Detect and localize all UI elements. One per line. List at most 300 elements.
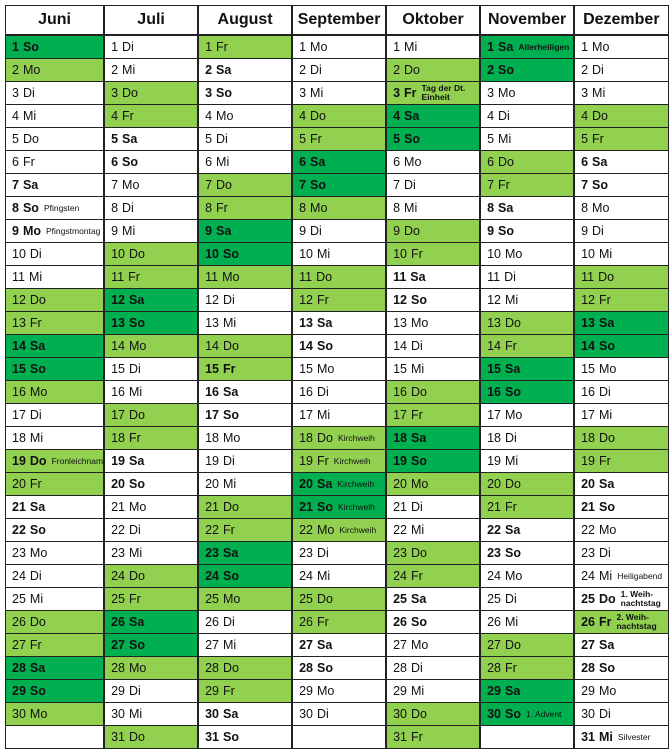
day-number: 11 bbox=[111, 270, 125, 284]
weekday: Sa bbox=[504, 684, 521, 698]
day-number: 24 bbox=[205, 569, 219, 583]
day-cell bbox=[292, 634, 386, 657]
weekday: Mo bbox=[410, 477, 429, 491]
day-number: 19 bbox=[12, 454, 26, 468]
day-cell bbox=[6, 473, 105, 496]
weekday: Mi bbox=[122, 224, 136, 238]
day-number: 30 bbox=[205, 707, 219, 721]
day-cell bbox=[574, 657, 668, 680]
weekday: Mo bbox=[410, 316, 429, 330]
month-header-6: Dezember bbox=[574, 6, 668, 36]
weekday: Do bbox=[128, 569, 145, 583]
day-cell bbox=[292, 404, 386, 427]
day-number: 23 bbox=[205, 546, 219, 560]
day-number: 8 bbox=[205, 201, 213, 215]
day-cell bbox=[198, 197, 292, 220]
day-cell bbox=[104, 220, 198, 243]
weekday: Mi bbox=[29, 431, 44, 445]
weekday: Di bbox=[316, 385, 329, 399]
weekday: Sa bbox=[222, 546, 239, 560]
weekday: Do bbox=[316, 270, 333, 284]
weekday: Mi bbox=[498, 132, 512, 146]
day-cell bbox=[386, 680, 480, 703]
calendar-row bbox=[6, 427, 669, 450]
day-cell bbox=[480, 174, 574, 197]
calendar-row bbox=[6, 519, 669, 542]
day-number: 9 bbox=[393, 224, 401, 238]
weekday: Mi bbox=[316, 408, 331, 422]
weekday: So bbox=[498, 224, 515, 238]
day-cell bbox=[104, 588, 198, 611]
day-number: 30 bbox=[487, 707, 501, 721]
day-number: 20 bbox=[205, 477, 219, 491]
day-cell bbox=[574, 151, 668, 174]
day-number: 3 bbox=[111, 86, 119, 100]
weekday: Mi bbox=[598, 730, 613, 744]
weekday: Sa bbox=[128, 293, 145, 307]
weekday: Do bbox=[29, 454, 47, 468]
weekday: Mo bbox=[504, 408, 523, 422]
weekday: Fr bbox=[29, 477, 42, 491]
day-number: 28 bbox=[393, 661, 407, 675]
day-cell bbox=[6, 634, 105, 657]
calendar-row bbox=[6, 381, 669, 404]
day-number: 16 bbox=[205, 385, 219, 399]
day-cell bbox=[6, 82, 105, 105]
day-number: 24 bbox=[111, 569, 125, 583]
weekday: Sa bbox=[316, 638, 333, 652]
day-cell bbox=[104, 59, 198, 82]
day-cell bbox=[574, 266, 668, 289]
holiday-note: Silvester bbox=[617, 731, 651, 742]
weekday: Mi bbox=[504, 615, 519, 629]
weekday: Sa bbox=[128, 615, 145, 629]
weekday: Mo bbox=[216, 109, 234, 123]
day-number: 28 bbox=[299, 661, 313, 675]
weekday: Sa bbox=[29, 661, 46, 675]
day-number: 4 bbox=[12, 109, 19, 123]
day-number: 19 bbox=[205, 454, 219, 468]
day-cell bbox=[104, 335, 198, 358]
weekday: Di bbox=[122, 201, 134, 215]
weekday: Di bbox=[128, 684, 141, 698]
day-number: 19 bbox=[487, 454, 501, 468]
day-cell bbox=[198, 450, 292, 473]
day-number: 2 bbox=[393, 63, 401, 77]
day-number: 13 bbox=[581, 316, 595, 330]
day-cell bbox=[198, 266, 292, 289]
day-number: 30 bbox=[12, 707, 26, 721]
day-number: 30 bbox=[299, 707, 313, 721]
day-number: 19 bbox=[111, 454, 125, 468]
weekday: Mi bbox=[122, 63, 136, 77]
day-cell bbox=[386, 496, 480, 519]
day-cell bbox=[574, 358, 668, 381]
weekday: Di bbox=[29, 408, 42, 422]
day-number: 26 bbox=[393, 615, 407, 629]
day-number: 12 bbox=[487, 293, 501, 307]
calendar-body bbox=[6, 35, 669, 749]
weekday: Di bbox=[410, 661, 423, 675]
weekday: So bbox=[410, 615, 427, 629]
day-cell bbox=[292, 220, 386, 243]
day-number: 22 bbox=[205, 523, 219, 537]
weekday: Do bbox=[498, 155, 515, 169]
day-number: 22 bbox=[487, 523, 501, 537]
day-number: 4 bbox=[393, 109, 401, 123]
weekday: Di bbox=[29, 569, 42, 583]
day-cell bbox=[480, 266, 574, 289]
day-number: 6 bbox=[393, 155, 401, 169]
day-cell bbox=[480, 35, 574, 59]
weekday: Mi bbox=[404, 40, 418, 54]
day-number: 6 bbox=[581, 155, 589, 169]
day-number: 22 bbox=[393, 523, 407, 537]
weekday: Do bbox=[592, 109, 609, 123]
weekday: Mi bbox=[222, 638, 237, 652]
weekday: So bbox=[29, 523, 46, 537]
weekday: Mo bbox=[29, 385, 48, 399]
day-number: 29 bbox=[111, 684, 125, 698]
day-number: 11 bbox=[205, 270, 219, 284]
weekday: Fr bbox=[410, 730, 423, 744]
weekday: Sa bbox=[498, 201, 514, 215]
day-cell bbox=[104, 496, 198, 519]
day-cell bbox=[292, 151, 386, 174]
day-number: 12 bbox=[299, 293, 313, 307]
holiday-note: Tag der Dt. Einheit bbox=[421, 83, 466, 102]
day-cell bbox=[198, 519, 292, 542]
day-number: 27 bbox=[393, 638, 407, 652]
day-number: 17 bbox=[111, 408, 125, 422]
weekday: Do bbox=[128, 730, 145, 744]
weekday: Mi bbox=[404, 201, 418, 215]
weekday: Mo bbox=[592, 40, 610, 54]
day-number: 23 bbox=[487, 546, 501, 560]
day-number: 21 bbox=[393, 500, 407, 514]
day-cell bbox=[386, 174, 480, 197]
day-cell bbox=[386, 128, 480, 151]
day-cell bbox=[386, 657, 480, 680]
weekday: Mo bbox=[122, 178, 140, 192]
day-cell bbox=[480, 381, 574, 404]
weekday: Fr bbox=[316, 615, 329, 629]
weekday: Do bbox=[598, 592, 616, 606]
day-number: 18 bbox=[487, 431, 501, 445]
day-cell bbox=[292, 611, 386, 634]
day-number: 12 bbox=[12, 293, 26, 307]
weekday: Mo bbox=[128, 339, 147, 353]
calendar-row bbox=[6, 289, 669, 312]
day-cell bbox=[104, 82, 198, 105]
weekday: Mo bbox=[598, 362, 617, 376]
weekday: Fr bbox=[122, 109, 134, 123]
day-number: 24 bbox=[299, 569, 313, 583]
weekday: Mo bbox=[222, 270, 240, 284]
weekday: Fr bbox=[222, 523, 235, 537]
weekday: Fr bbox=[410, 247, 423, 261]
day-cell bbox=[198, 128, 292, 151]
weekday: Sa bbox=[504, 523, 521, 537]
day-number: 27 bbox=[487, 638, 501, 652]
day-number: 6 bbox=[12, 155, 19, 169]
holiday-note: Heiligabend bbox=[617, 570, 663, 581]
day-number: 25 bbox=[12, 592, 26, 606]
day-number: 31 bbox=[581, 730, 595, 744]
weekday: So bbox=[122, 155, 139, 169]
weekday: Mo bbox=[316, 362, 335, 376]
day-number: 10 bbox=[299, 247, 313, 261]
day-number: 25 bbox=[487, 592, 501, 606]
weekday: Fr bbox=[404, 86, 417, 100]
calendar-row bbox=[6, 151, 669, 174]
day-number: 11 bbox=[487, 270, 501, 284]
weekday: So bbox=[498, 63, 515, 77]
calendar-row bbox=[6, 220, 669, 243]
weekday: Di bbox=[222, 293, 235, 307]
weekday: Fr bbox=[316, 454, 329, 468]
day-number: 13 bbox=[393, 316, 407, 330]
day-number: 16 bbox=[393, 385, 407, 399]
weekday: Do bbox=[29, 293, 46, 307]
holiday-note: Kirchweih bbox=[337, 478, 375, 489]
calendar-row bbox=[6, 496, 669, 519]
day-cell bbox=[386, 726, 480, 749]
day-cell bbox=[6, 197, 105, 220]
day-number: 13 bbox=[205, 316, 219, 330]
weekday: Mo bbox=[22, 63, 41, 77]
day-cell bbox=[574, 519, 668, 542]
day-cell bbox=[574, 450, 668, 473]
day-cell bbox=[6, 381, 105, 404]
day-number: 27 bbox=[205, 638, 219, 652]
day-number: 26 bbox=[205, 615, 219, 629]
day-cell bbox=[198, 542, 292, 565]
day-number: 1 bbox=[205, 40, 213, 54]
day-cell bbox=[574, 381, 668, 404]
day-cell bbox=[6, 565, 105, 588]
day-number: 9 bbox=[111, 224, 119, 238]
weekday: Fr bbox=[316, 293, 329, 307]
weekday: Di bbox=[316, 546, 329, 560]
day-number: 22 bbox=[299, 523, 313, 537]
day-number: 2 bbox=[487, 63, 495, 77]
weekday: Mi bbox=[598, 247, 613, 261]
day-cell bbox=[6, 404, 105, 427]
day-cell bbox=[292, 381, 386, 404]
weekday: Do bbox=[22, 132, 39, 146]
day-cell bbox=[198, 404, 292, 427]
day-cell bbox=[198, 174, 292, 197]
day-number: 26 bbox=[111, 615, 125, 629]
weekday: Mi bbox=[29, 592, 44, 606]
weekday: Fr bbox=[504, 339, 517, 353]
day-number: 21 bbox=[487, 500, 501, 514]
day-cell bbox=[198, 657, 292, 680]
weekday: Fr bbox=[504, 661, 517, 675]
day-cell bbox=[6, 519, 105, 542]
calendar-row bbox=[6, 243, 669, 266]
day-number: 26 bbox=[581, 615, 595, 629]
day-number: 16 bbox=[12, 385, 26, 399]
day-number: 23 bbox=[12, 546, 26, 560]
weekday: Do bbox=[128, 247, 145, 261]
day-number: 14 bbox=[111, 339, 125, 353]
day-cell bbox=[386, 289, 480, 312]
day-cell bbox=[386, 519, 480, 542]
day-number: 28 bbox=[487, 661, 501, 675]
weekday: So bbox=[128, 316, 145, 330]
calendar-row bbox=[6, 680, 669, 703]
empty-cell bbox=[480, 726, 574, 749]
holiday-note: Kirchweih bbox=[339, 524, 377, 535]
weekday: Mo bbox=[310, 201, 328, 215]
weekday: So bbox=[316, 500, 333, 514]
day-number: 2 bbox=[12, 63, 19, 77]
weekday: Do bbox=[598, 270, 615, 284]
day-cell bbox=[386, 565, 480, 588]
day-cell bbox=[6, 105, 105, 128]
day-cell bbox=[386, 197, 480, 220]
calendar-row bbox=[6, 128, 669, 151]
day-cell bbox=[386, 450, 480, 473]
day-number: 29 bbox=[12, 684, 26, 698]
day-cell bbox=[198, 35, 292, 59]
weekday: So bbox=[504, 707, 521, 721]
calendar-row bbox=[6, 174, 669, 197]
day-cell bbox=[104, 473, 198, 496]
day-cell bbox=[104, 105, 198, 128]
day-cell bbox=[198, 312, 292, 335]
day-cell bbox=[6, 220, 105, 243]
calendar-row bbox=[6, 82, 669, 105]
weekday: So bbox=[410, 293, 427, 307]
weekday: Do bbox=[410, 385, 427, 399]
weekday: Di bbox=[598, 707, 611, 721]
day-cell bbox=[292, 450, 386, 473]
calendar-row bbox=[6, 105, 669, 128]
day-cell bbox=[198, 151, 292, 174]
day-number: 1 bbox=[487, 40, 495, 54]
day-cell bbox=[574, 542, 668, 565]
weekday: Mo bbox=[29, 707, 48, 721]
calendar-row bbox=[6, 657, 669, 680]
day-cell bbox=[104, 703, 198, 726]
day-cell bbox=[198, 243, 292, 266]
day-cell bbox=[104, 680, 198, 703]
day-number: 8 bbox=[12, 201, 19, 215]
day-cell bbox=[6, 289, 105, 312]
day-number: 8 bbox=[299, 201, 307, 215]
day-number: 13 bbox=[111, 316, 125, 330]
day-cell bbox=[386, 404, 480, 427]
day-cell bbox=[6, 335, 105, 358]
weekday: Di bbox=[222, 615, 235, 629]
day-number: 4 bbox=[111, 109, 119, 123]
day-cell bbox=[292, 59, 386, 82]
day-cell bbox=[104, 381, 198, 404]
day-number: 9 bbox=[487, 224, 495, 238]
weekday: Di bbox=[498, 109, 510, 123]
weekday: Di bbox=[504, 592, 517, 606]
weekday: Sa bbox=[316, 316, 333, 330]
day-cell bbox=[480, 197, 574, 220]
weekday: So bbox=[598, 339, 615, 353]
weekday: Mo bbox=[222, 592, 241, 606]
weekday: Sa bbox=[598, 477, 615, 491]
day-number: 18 bbox=[581, 431, 595, 445]
day-number: 27 bbox=[299, 638, 313, 652]
weekday: Mi bbox=[128, 707, 143, 721]
day-number: 22 bbox=[111, 523, 125, 537]
weekday: Do bbox=[410, 546, 427, 560]
day-cell bbox=[6, 427, 105, 450]
day-number: 15 bbox=[581, 362, 595, 376]
day-cell bbox=[386, 703, 480, 726]
weekday: Mi bbox=[22, 109, 37, 123]
weekday: Mi bbox=[216, 155, 230, 169]
day-number: 7 bbox=[111, 178, 119, 192]
holiday-note: Kirchweih bbox=[337, 501, 375, 512]
day-number: 17 bbox=[393, 408, 407, 422]
day-cell bbox=[292, 565, 386, 588]
weekday: So bbox=[316, 339, 333, 353]
calendar-row bbox=[6, 197, 669, 220]
day-number: 24 bbox=[581, 569, 595, 583]
day-number: 1 bbox=[299, 40, 307, 54]
day-number: 19 bbox=[393, 454, 407, 468]
weekday: Di bbox=[29, 247, 42, 261]
holiday-note: Fronleichnam bbox=[51, 455, 104, 466]
day-number: 21 bbox=[581, 500, 595, 514]
calendar-row bbox=[6, 404, 669, 427]
holiday-note: 1. Weih-nachtstag bbox=[620, 589, 661, 608]
day-cell bbox=[480, 565, 574, 588]
day-number: 11 bbox=[299, 270, 313, 284]
day-number: 21 bbox=[111, 500, 125, 514]
day-cell bbox=[292, 588, 386, 611]
day-cell bbox=[480, 496, 574, 519]
weekday: Fr bbox=[598, 454, 611, 468]
weekday: Do bbox=[404, 224, 421, 238]
day-number: 20 bbox=[393, 477, 407, 491]
weekday: Mo bbox=[504, 569, 523, 583]
day-cell bbox=[198, 496, 292, 519]
day-number: 27 bbox=[12, 638, 26, 652]
day-number: 10 bbox=[581, 247, 595, 261]
day-number: 14 bbox=[487, 339, 501, 353]
day-number: 12 bbox=[111, 293, 125, 307]
day-number: 1 bbox=[12, 40, 19, 54]
day-cell bbox=[292, 266, 386, 289]
day-cell bbox=[574, 404, 668, 427]
day-cell bbox=[104, 358, 198, 381]
weekday: Di bbox=[504, 431, 517, 445]
weekday: Mi bbox=[592, 86, 606, 100]
day-number: 20 bbox=[12, 477, 26, 491]
weekday: So bbox=[216, 86, 233, 100]
day-number: 15 bbox=[487, 362, 501, 376]
day-cell bbox=[386, 611, 480, 634]
day-cell bbox=[6, 35, 105, 59]
weekday: So bbox=[222, 247, 239, 261]
day-number: 5 bbox=[487, 132, 495, 146]
weekday: Sa bbox=[598, 316, 615, 330]
weekday: Mi bbox=[128, 546, 143, 560]
day-cell bbox=[386, 542, 480, 565]
weekday: Di bbox=[598, 546, 611, 560]
day-number: 24 bbox=[487, 569, 501, 583]
